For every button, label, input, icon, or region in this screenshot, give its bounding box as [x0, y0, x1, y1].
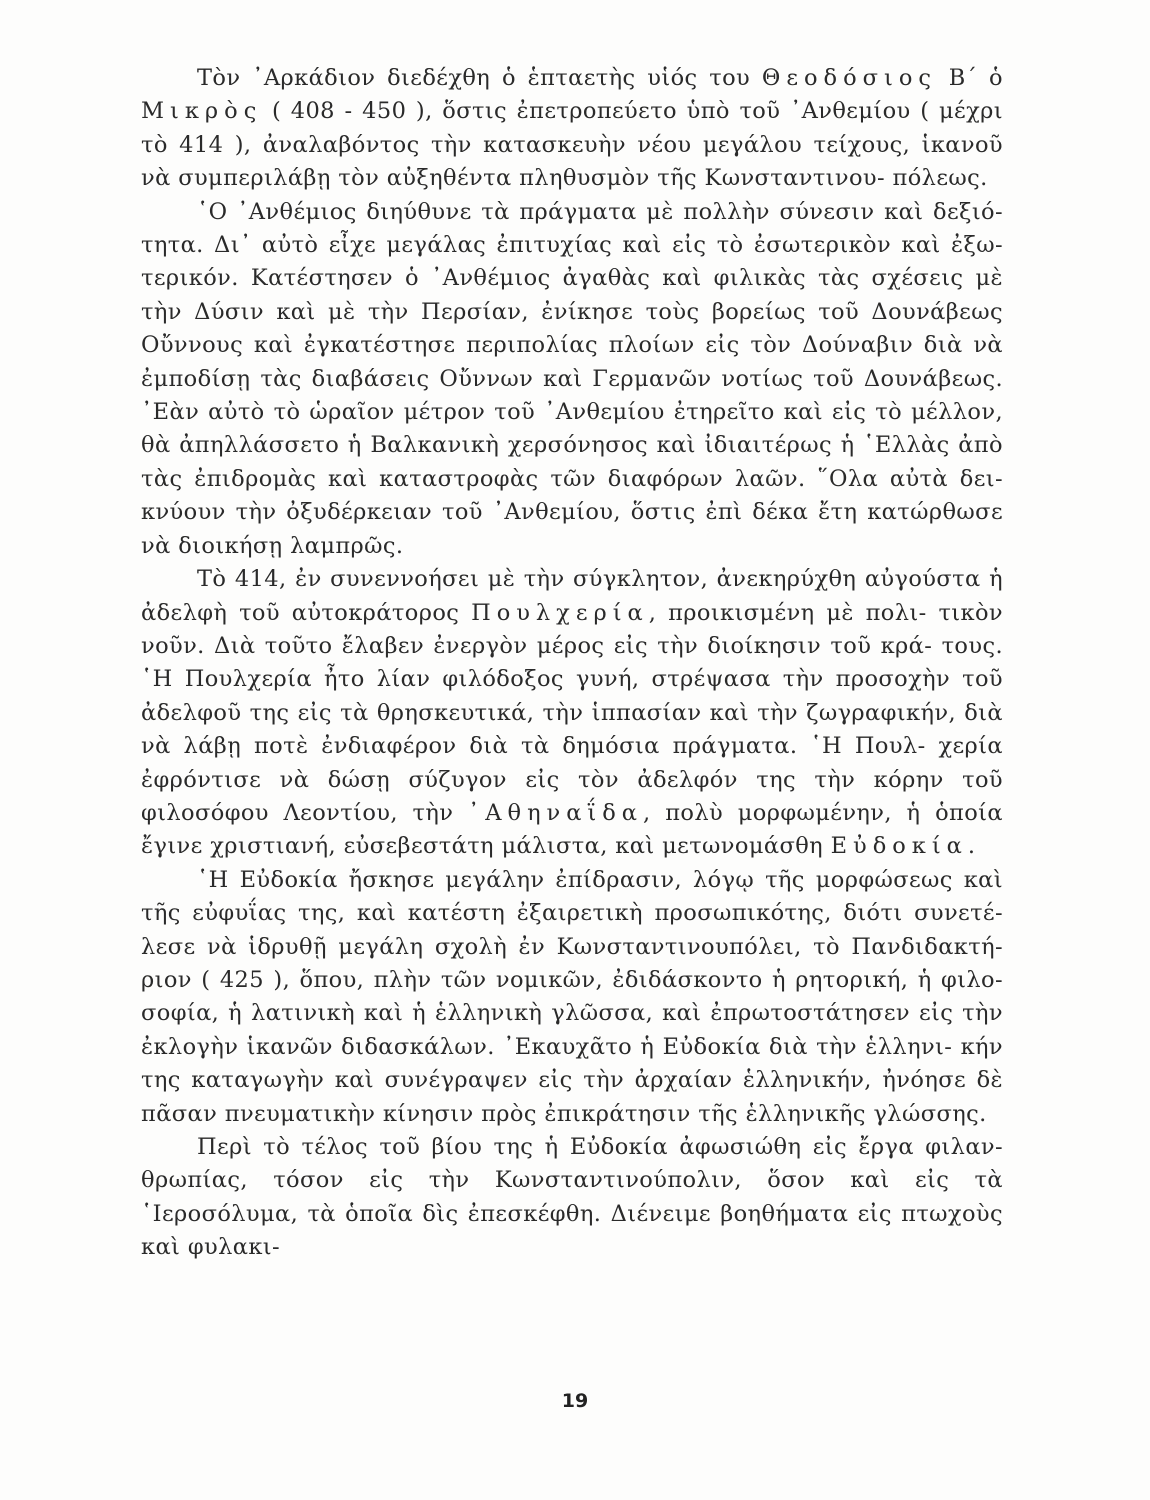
- paragraph-text: Τὸ 414, ἐν συνεννοήσει μὲ τὴν σύγκλητον, ἀνεκηρύχθη αὐγούστα ἡ ἀδελφὴ τοῦ αὐτοκράτορος: [141, 566, 1003, 626]
- paragraph-text: ( 408 - 450 ), ὅστις ἐπετροπεύετο ὑπὸ τοῦ ᾿Ανθεμίου ( μέχρι τὸ 414 ), ἀναλαβόντος τὴν κατασκευὴν νέου μεγάλου τείχους, ἱκανοῦ νὰ συμπεριλάβῃ τὸν αὐξηθέντα πληθυσμὸν τῆς Κωνσταντινου- πόλεως.: [141, 98, 1003, 192]
- paragraph-text: , προικισμένη μὲ πολι- τικὸν νοῦν. Διὰ τοῦτο ἔλαβεν ἐνεργὸν μέρος εἰς τὴν διοίκησιν τοῦ κρά- τους. ῾Η Πουλχερία ἦτο λίαν φιλόδοξος γυνή, στρέψασα τὴν προσοχὴν τοῦ ἀδελφοῦ της εἰς τὰ θρησκευτικά, τὴν ἱππασίαν καὶ τὴν ζωγραφικήν, διὰ νὰ λάβῃ ποτὲ ἐνδιαφέρον διὰ τὰ δημόσια πράγματα. ῾Η Πουλ- χερία ἐφρόντισε νὰ δώσῃ σύζυγον εἰς τὸν ἀδελφόν της τὴν κόρην τοῦ φιλοσόφου Λεοντίου, τὴν: [141, 599, 1003, 826]
- paragraph-text: , πολὺ μορφωμένην, ἡ ὁποία ἔγινε χριστιανή, εὐσεβεστάτη μάλιστα, καὶ μετωνομάσθη: [141, 799, 1003, 860]
- paragraph: [141, 196, 1003, 563]
- name-theodosios: Θεοδόσιος: [761, 65, 937, 91]
- paragraph-text: Τὸν ᾿Αρκάδιον διεδέχθη ὁ ἑπταετὴς υἱός του: [197, 65, 762, 91]
- paragraph: [141, 62, 1003, 196]
- name-eudokia: Εὐδοκία: [830, 833, 968, 860]
- paragraph: [141, 563, 1003, 864]
- paragraph-text: ῾Η Εὐδοκία ἤσκησε μεγάλην ἐπίδρασιν, λόγῳ τῆς μορφώσεως καὶ τῆς εὐφυΐας της, καὶ κατέστη ἐξαιρετικὴ προσωπικότης, διότι συνετέ- λεσε νὰ ἱδρυθῇ μεγάλη σχολὴ ἐν Κωνσταντινουπόλει, τὸ Πανδιδακτή- ριον ( 425 ), ὅπου, πλὴν τῶν νομικῶν, ἐδιδάσκοντο ἡ ρητορική, ἡ φιλο- σοφία, ἡ λατινικὴ καὶ ἡ ἑλληνικὴ γλῶσσα, καὶ ἐπρωτοστάτησεν εἰς τὴν ἐκλογὴν ἱκανῶν διδασκάλων. ᾿Εκαυχᾶτο ἡ Εὐδοκία διὰ τὴν ἑλληνι- κήν της καταγωγὴν καὶ συνέγραψεν εἰς τὴν ἀρχαίαν ἑλληνικήν, ἠνόησε δὲ πᾶσαν πνευματικὴν κίνησιν πρὸς ἐπικράτησιν τῆς ἑλληνικῆς γλώσσης.: [141, 866, 1003, 1127]
- paragraph-text: Β΄ ὁ: [936, 65, 1003, 91]
- page-number: 19: [561, 1390, 589, 1412]
- paragraph: [141, 1131, 1003, 1265]
- name-pulcheria: Πουλχερία: [471, 599, 649, 626]
- paragraph-text: Περὶ τὸ τέλος τοῦ βίου της ἡ Εὐδοκία ἀφωσιώθη εἰς ἔργα φιλαν- θρωπίας, τόσον εἰς τὴν Κωνσταντινούπολιν, ὅσον καὶ εἰς τὰ ῾Ιεροσόλυμα, τὰ ὁποῖα δὶς ἐπεσκέφθη. Διένειμε βοηθήματα εἰς πτωχοὺς καὶ φυλακι-: [141, 1134, 1003, 1261]
- name-athenais: ᾿Αθηναΐδα: [468, 799, 643, 826]
- body-text: [141, 62, 1003, 1265]
- paragraph: [141, 864, 1003, 1131]
- name-mikros: Μικρὸς: [141, 98, 263, 125]
- paragraph-text: .: [967, 833, 976, 860]
- paragraph-text: ῾Ο ᾿Ανθέμιος διηύθυνε τὰ πράγματα μὲ πολλὴν σύνεσιν καὶ δεξιό- τητα. Δι᾿ αὐτὸ εἶχε μεγάλας ἐπιτυχίας καὶ εἰς τὸ ἐσωτερικὸν καὶ ἐξω- τερικόν. Κατέστησεν ὁ ᾿Ανθέμιος ἀγαθὰς καὶ φιλικὰς τὰς σχέσεις μὲ τὴν Δύσιν καὶ μὲ τὴν Περσίαν, ἐνίκησε τοὺς βορείως τοῦ Δουνάβεως Οὔννους καὶ ἐγκατέστησε περιπολίας πλοίων εἰς τὸν Δούναβιν διὰ νὰ ἐμποδίσῃ τὰς διαβάσεις Οὔννων καὶ Γερμανῶν νοτίως τοῦ Δουνάβεως. ᾿Εὰν αὐτὸ τὸ ὡραῖον μέτρον τοῦ ᾿Ανθεμίου ἐτηρεῖτο καὶ εἰς τὸ μέλλον, θὰ ἀπηλλάσσετο ἡ Βαλκανικὴ χερσόνησος καὶ ἰδιαιτέρως ἡ ῾Ελλὰς ἀπὸ τὰς ἐπιδρομὰς καὶ καταστροφὰς τῶν διαφόρων λαῶν. ῞Ολα αὐτὰ δει- κνύουν τὴν ὀξυδέρκειαν τοῦ ᾿Ανθεμίου, ὅστις ἐπὶ δέκα ἔτη κατώρθωσε νὰ διοικήσῃ λαμπρῶς.: [141, 198, 1003, 559]
